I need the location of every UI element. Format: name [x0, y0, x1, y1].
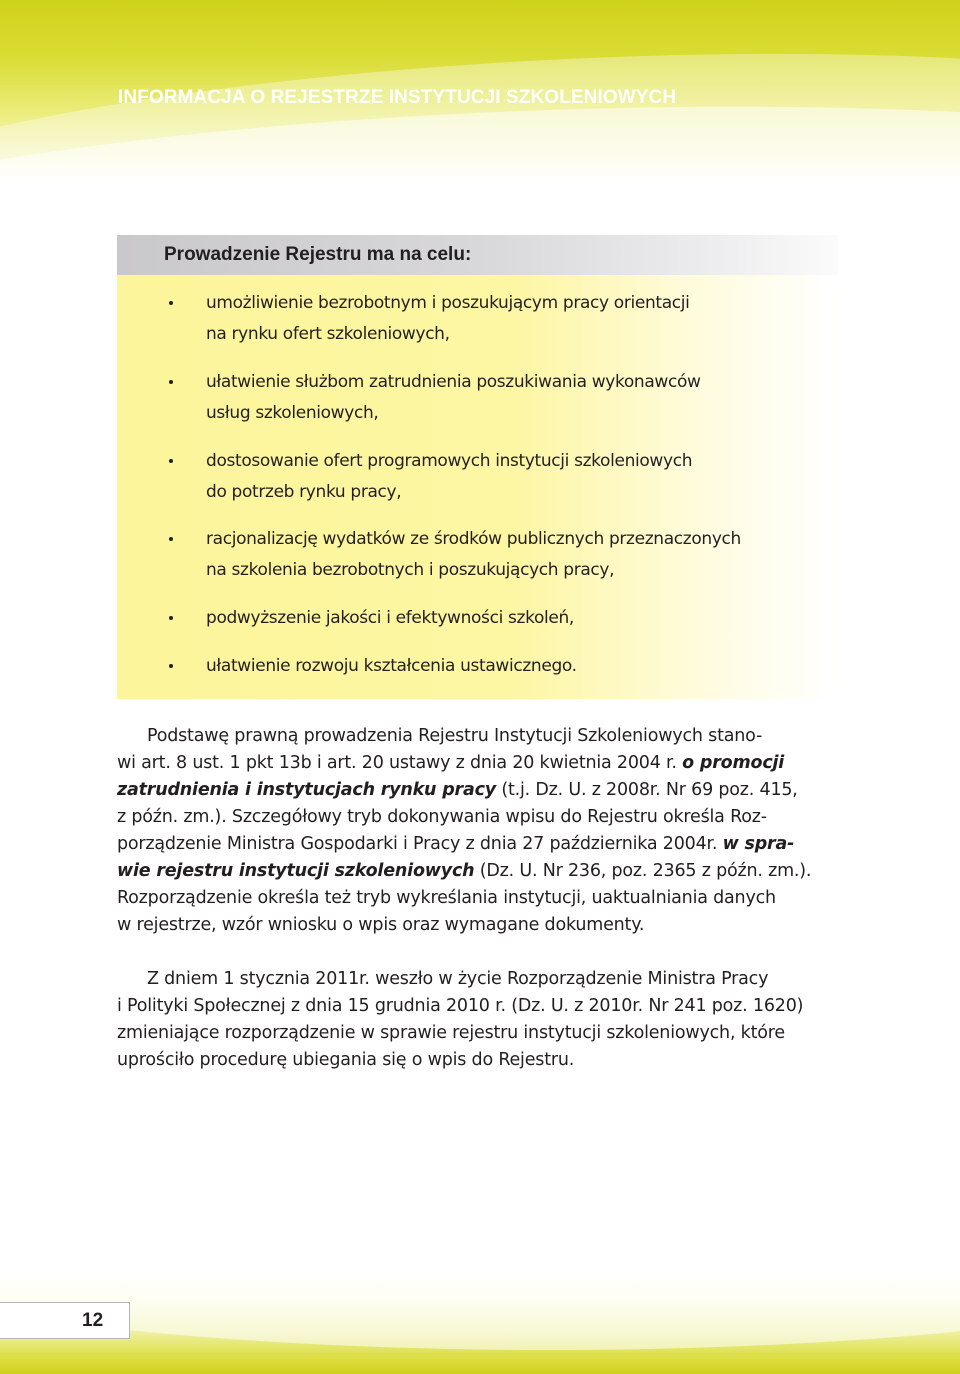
paragraph-line [117, 832, 794, 856]
bullet-icon [169, 664, 173, 668]
act-title-emphasis: w spra- [722, 834, 795, 854]
paragraph-line: Podstawę prawną prowadzenia Rejestru Instytucji Szkoleniowych stano- [147, 726, 763, 746]
paragraph-line: uprościło procedurę ubiegania się o wpis do Rejestru. [117, 1050, 575, 1070]
list-item-text: dostosowanie ofert programowych instytucji szkoleniowych [206, 451, 693, 471]
act-title-emphasis: zatrudnienia i instytucjach rynku pracy [117, 780, 496, 800]
bullet-icon [169, 301, 173, 305]
paragraph-line [117, 778, 798, 802]
goals-box-title: Prowadzenie Rejestru ma na celu: [164, 244, 472, 265]
bullet-icon [169, 459, 173, 463]
act-title-emphasis: o promocji [682, 753, 785, 773]
paragraph-line: Rozporządzenie określa też tryb wykreślania instytucji, uaktualniania danych [117, 888, 776, 908]
goals-box-header [117, 235, 838, 275]
header-band [0, 0, 960, 185]
list-item-text: podwyższenie jakości i efektywności szkoleń, [206, 608, 574, 628]
goals-box [117, 235, 838, 699]
paragraph-text: wi art. 8 ust. 1 pkt 13b i art. 20 ustawy z dnia 20 kwietnia 2004 r. [117, 753, 677, 773]
footer-band [0, 1270, 960, 1374]
list-item-text: na szkolenia bezrobotnych i poszukujących pracy, [206, 560, 615, 580]
page-header-title: INFORMACJA O REJESTRZE INSTYTUCJI SZKOLENIOWYCH [118, 87, 677, 108]
paragraph-line: zmieniające rozporządzenie w sprawie rejestru instytucji szkoleniowych, które [117, 1023, 785, 1043]
paragraph-line: z późn. zm.). Szczegółowy tryb dokonywania wpisu do Rejestru określa Roz- [117, 807, 767, 827]
list-item-text: racjonalizację wydatków ze środków publicznych przeznaczonych [206, 529, 741, 549]
page-number-box [0, 1302, 130, 1339]
page-number: 12 [82, 1310, 104, 1331]
bullet-icon [169, 380, 173, 384]
list-item-text: do potrzeb rynku pracy, [206, 482, 402, 502]
bullet-icon [169, 537, 173, 541]
list-item-text: na rynku ofert szkoleniowych, [206, 324, 450, 344]
paragraph-line [117, 859, 811, 883]
paragraph-line [117, 751, 784, 775]
act-title-emphasis: wie rejestru instytucji szkoleniowych [117, 861, 475, 881]
paragraph-line: Z dniem 1 stycznia 2011r. weszło w życie Rozporządzenie Ministra Pracy [147, 969, 769, 989]
list-item-text: ułatwienie rozwoju kształcenia ustawicznego. [206, 656, 577, 676]
bullet-icon [169, 616, 173, 620]
paragraph-line: w rejestrze, wzór wniosku o wpis oraz wymagane dokumenty. [117, 915, 645, 935]
paragraph-line: i Polityki Społecznej z dnia 15 grudnia 2010 r. (Dz. U. z 2010r. Nr 241 poz. 1620) [117, 996, 804, 1016]
paragraph-text: (Dz. U. Nr 236, poz. 2365 z późn. zm.). [479, 861, 812, 881]
list-item-text: umożliwienie bezrobotnym i poszukującym pracy orientacji [206, 293, 690, 313]
list-item-text: ułatwienie służbom zatrudnienia poszukiwania wykonawców [206, 372, 701, 392]
list-item-text: usług szkoleniowych, [206, 403, 379, 423]
paragraph-text: (t.j. Dz. U. z 2008r. Nr 69 poz. 415, [501, 780, 798, 800]
footer-decoration [0, 1270, 960, 1350]
paragraph-text: porządzenie Ministra Gospodarki i Pracy z dnia 27 października 2004r. [117, 834, 718, 854]
